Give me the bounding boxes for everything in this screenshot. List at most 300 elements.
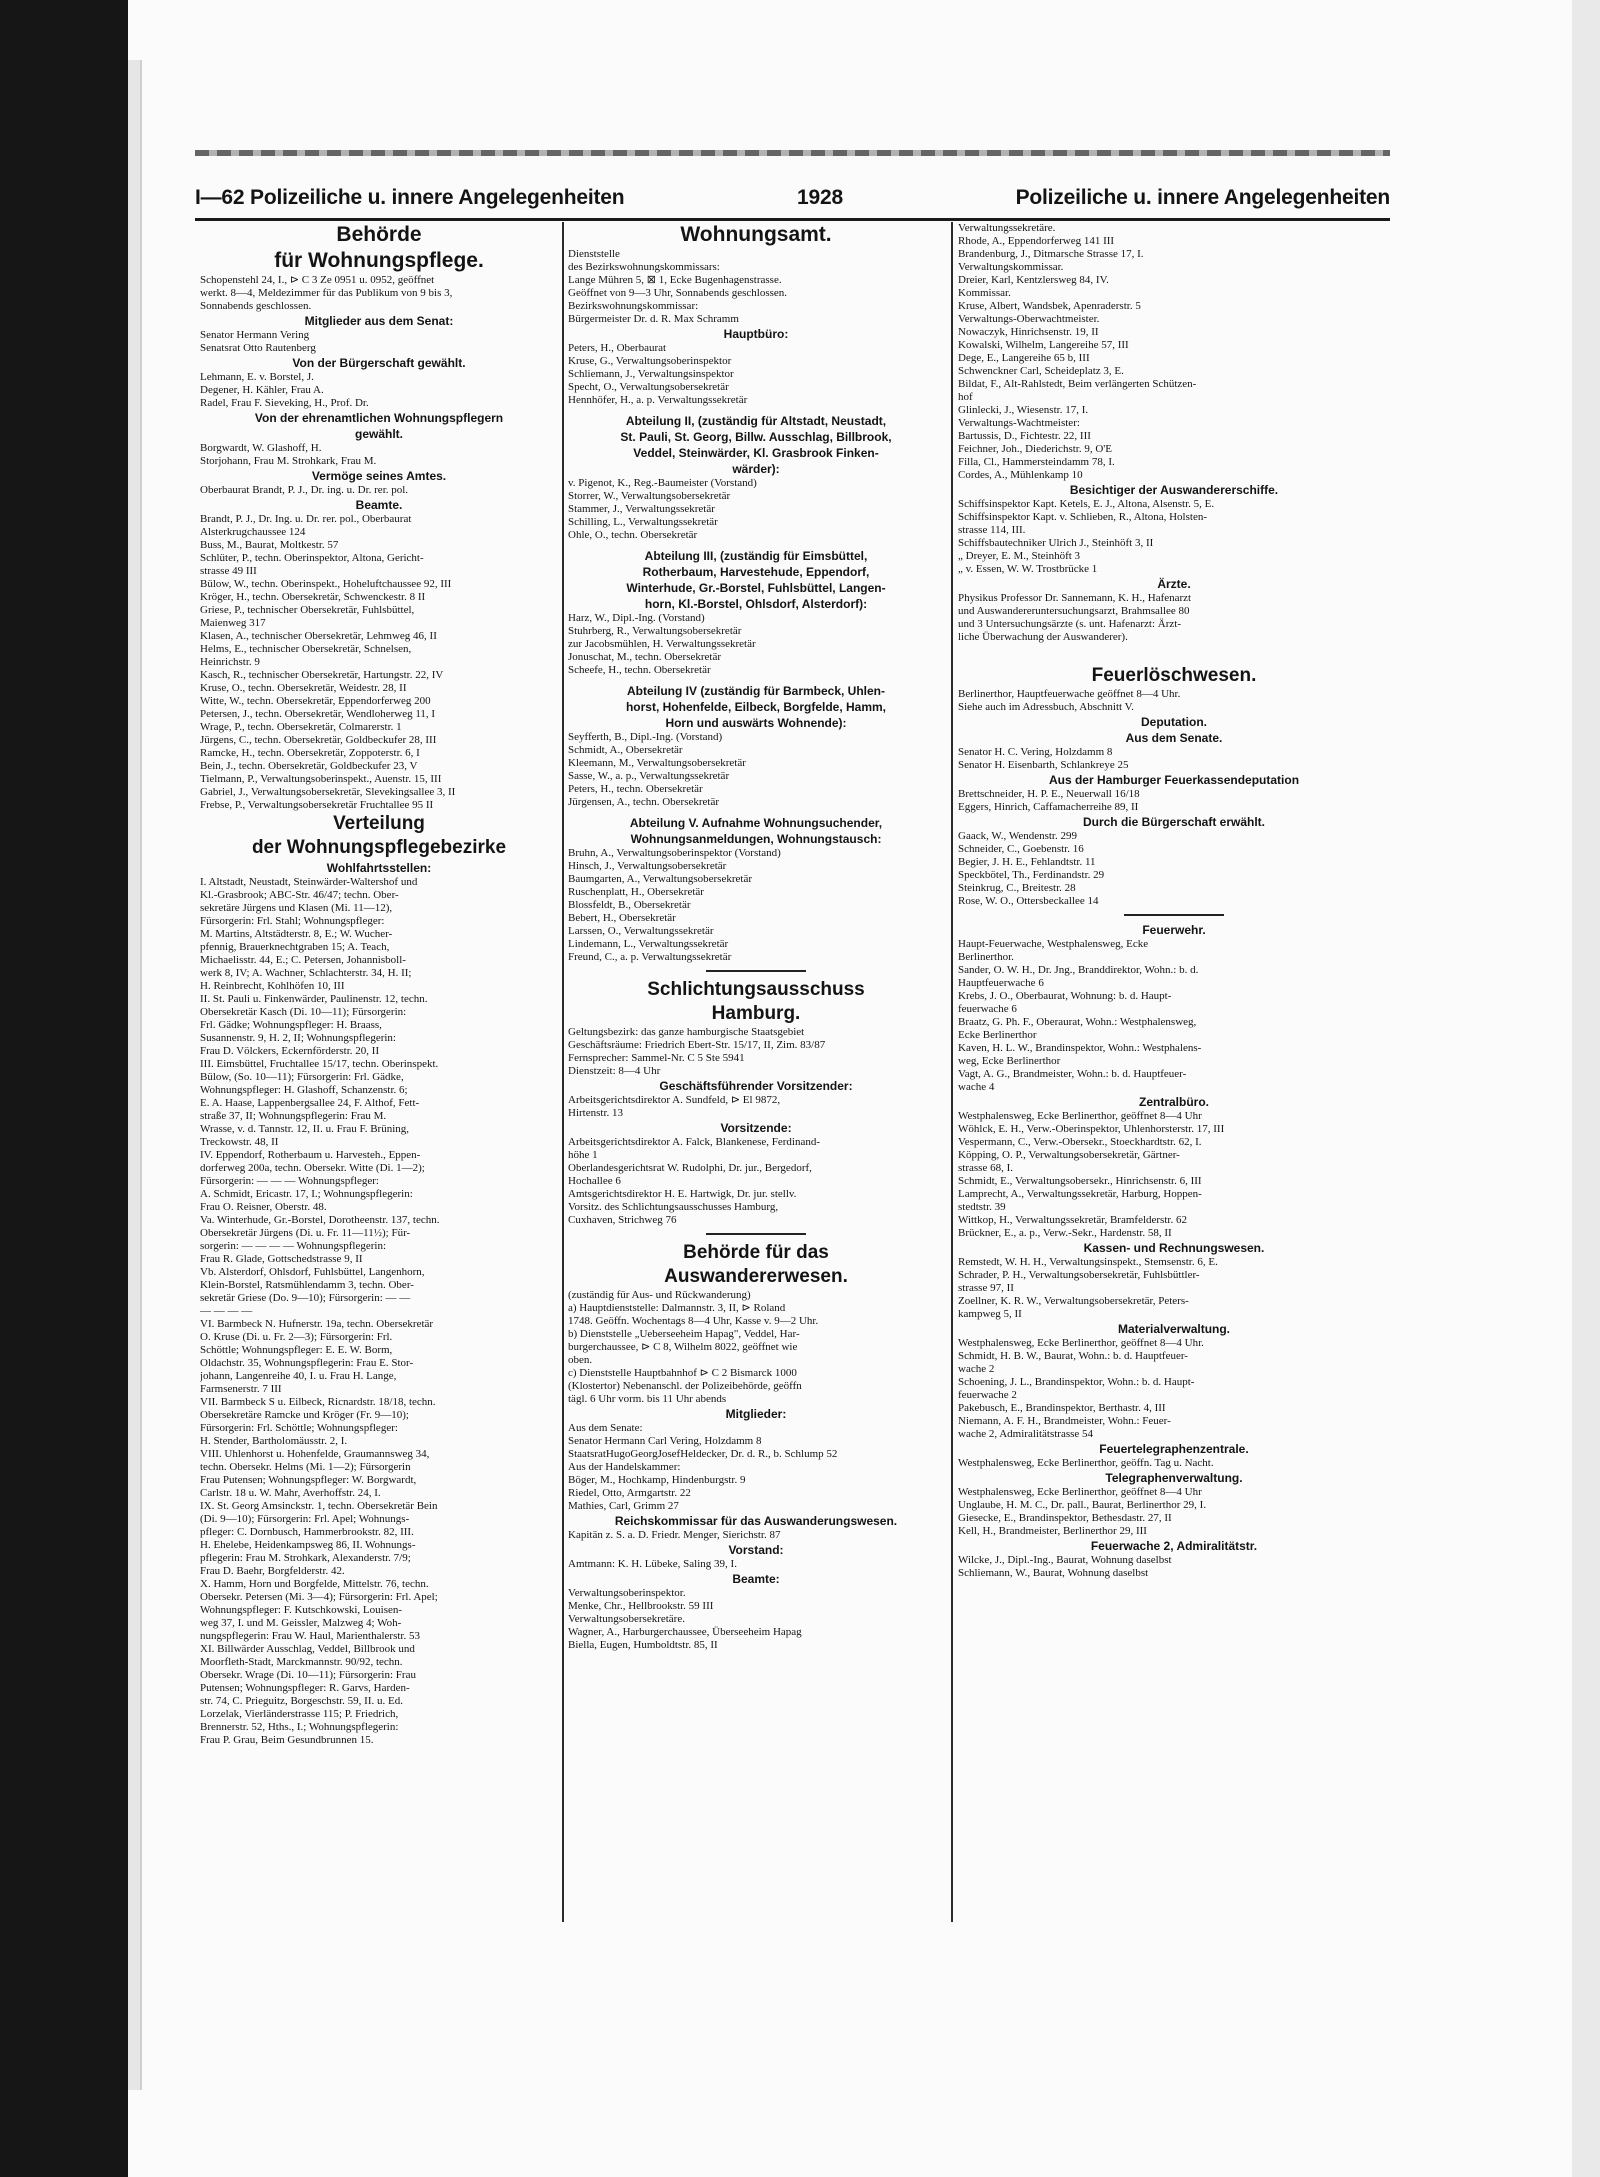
text-line: nungspflegerin: Frau W. Haul, Marienthalerstr. 53 (200, 1630, 420, 1642)
text-line: Ruschenplatt, H., Obersekretär (568, 886, 704, 898)
subheading: Rotherbaum, Harvestehude, Eppendorf, (642, 565, 870, 579)
text-line: Frl. Gädke; Wohnungspfleger: H. Braass, (200, 1019, 382, 1031)
text-line: Degener, H. Kähler, Frau A. (200, 384, 324, 396)
text-line: Senator Hermann Carl Vering, Holzdamm 8 (568, 1435, 762, 1447)
text-line: Dreier, Karl, Kentzlersweg 84, IV. (958, 274, 1109, 286)
text-line: Wilcke, J., Dipl.-Ing., Baurat, Wohnung daselbst (958, 1554, 1172, 1566)
text-line: Schmidt, H. B. W., Baurat, Wohn.: b. d. Hauptfeuer- (958, 1350, 1188, 1362)
top-scan-band (195, 150, 1390, 156)
text-line: Peters, H., Oberbaurat (568, 342, 667, 354)
subheading: Kassen- und Rechnungswesen. (1083, 1241, 1265, 1255)
text-line: Braatz, G. Ph. F., Oberaurat, Wohn.: Westphalensweg, (958, 1016, 1197, 1028)
text-line: wache 2, Admiralitätstrasse 54 (958, 1428, 1094, 1440)
text-line: III. Eimsbüttel, Fruchtallee 15/17, techn. Oberinspekt. (200, 1058, 439, 1070)
text-line: VI. Barmbeck N. Hufnerstr. 19a, techn. Obersekretär (200, 1318, 434, 1330)
subheading: Ärzte. (1157, 577, 1191, 591)
text-line: Senatsrat Otto Rautenberg (200, 342, 316, 354)
text-line: Radel, Frau F. Sieveking, H., Prof. Dr. (200, 397, 369, 409)
subheading: Abteilung III, (zuständig für Eimsbüttel, (644, 549, 868, 563)
subheading: Reichskommissar für das Auswanderungswesen. (614, 1514, 898, 1528)
subheading: Deputation. (1141, 715, 1207, 729)
text-line: Peters, H., techn. Obersekretär (568, 783, 703, 795)
text-line: werk 8, IV; A. Wachner, Schlachterstr. 34, H. II; (200, 967, 412, 979)
text-line: Hennhöfer, H., a. p. Verwaltungssekretär (568, 394, 748, 406)
subheading: Wohlfahrtsstellen: (326, 861, 432, 875)
text-line: Kleemann, M., Verwaltungsobersekretär (568, 757, 746, 769)
text-line: Kasch, R., technischer Obersekretär, Hartungstr. 22, IV (200, 669, 444, 681)
text-line: Klasen, A., technischer Obersekretär, Lehmweg 46, II (200, 630, 437, 642)
text-line: Treckowstr. 48, II (200, 1136, 279, 1148)
text-line: Brandt, P. J., Dr. Ing. u. Dr. rer. pol., Oberbaurat (200, 513, 412, 525)
text-line: Schiffsbautechniker Ulrich J., Steinhöft 3, II (958, 537, 1154, 549)
text-line: Bürgermeister Dr. d. R. Max Schramm (568, 313, 739, 325)
subheading: Veddel, Steinwärder, Kl. Grasbrook Finken- (633, 446, 879, 460)
text-line: Vb. Alsterdorf, Ohlsdorf, Fuhlsbüttel, Langenhorn, (200, 1266, 425, 1278)
text-line: Verwaltungssekretäre. (958, 222, 1056, 234)
text-line: A. Schmidt, Ericastr. 17, I.; Wohnungspflegerin: (200, 1188, 413, 1200)
text-line: strasse 68, I. (958, 1162, 1013, 1174)
text-line: Va. Winterhude, Gr.-Borstel, Dorotheenstr. 137, techn. (200, 1214, 440, 1226)
subheading: Geschäftsführender Vorsitzender: (659, 1079, 853, 1093)
text-line: Lehmann, E. v. Borstel, J. (200, 371, 314, 383)
text-line: Putensen; Wohnungspfleger: R. Garvs, Harden- (200, 1682, 410, 1694)
text-line: Borgwardt, W. Glashoff, H. (200, 442, 322, 454)
text-line: und Auswandereruntersuchungsarzt, Brahmsallee 80 (958, 605, 1190, 617)
subheading: Telegraphenverwaltung. (1105, 1471, 1243, 1485)
column-2 (568, 222, 944, 1942)
subheading: Feuertelegraphenzentrale. (1099, 1442, 1249, 1456)
text-line: Westphalensweg, Ecke Berlinerthor, geöffnet 8—4 Uhr (958, 1110, 1202, 1122)
text-line: Hirtenstr. 13 (568, 1107, 623, 1119)
text-line: „ v. Essen, W. W. Trostbrücke 1 (958, 563, 1098, 575)
subheading: horn, Kl.-Borstel, Ohlsdorf, Alsterdorf): (644, 597, 868, 611)
text-line: Buss, M., Baurat, Moltkestr. 57 (200, 539, 339, 551)
text-line: Kaven, H. L. W., Brandinspektor, Wohn.: Westphalens- (958, 1042, 1202, 1054)
text-line: Witte, W., techn. Obersekretär, Eppendorferweg 200 (200, 695, 431, 707)
text-line: Stammer, J., Verwaltungssekretär (568, 503, 715, 515)
text-line: Kruse, G., Verwaltungsoberinspektor (568, 355, 732, 367)
text-line: pfennig, Brauerknechtgraben 15; A. Teach, (200, 941, 390, 953)
text-line: Gaack, W., Wendenstr. 299 (958, 830, 1077, 842)
text-line: Köpping, O. P., Verwaltungsobersekretär, Gärtner- (958, 1149, 1180, 1161)
text-line: Geltungsbezirk: das ganze hamburgische Staatsgebiet (568, 1026, 805, 1038)
text-line: Fürsorgerin: Frl. Stahl; Wohnungspfleger: (200, 915, 385, 927)
text-line: „ Dreyer, E. M., Steinhöft 3 (958, 550, 1081, 562)
text-line: strasse 97, II (958, 1282, 1014, 1294)
text-line: Amtmann: K. H. Lübeke, Saling 39, I. (568, 1558, 737, 1570)
text-line: Kowalski, Wilhelm, Langereihe 57, III (958, 339, 1129, 351)
text-line: zur Jacobsmühlen, H. Verwaltungssekretär (568, 638, 756, 650)
text-line: Scheefe, H., techn. Obersekretär (568, 664, 711, 676)
text-line: Geöffnet von 9—3 Uhr, Sonnabends geschlossen. (568, 287, 788, 299)
text-line: Verwaltungs-Wachtmeister: (958, 417, 1080, 429)
text-line: M. Martins, Altstädterstr. 8, E.; W. Wucher- (200, 928, 393, 940)
text-line: Tielmann, P., Verwaltungsoberinspekt., Auenstr. 15, III (200, 773, 442, 785)
text-line: feuerwache 6 (958, 1003, 1017, 1015)
text-line: Dege, E., Langereihe 65 b, III (958, 352, 1090, 364)
header-rule (195, 218, 1390, 221)
text-line: IV. Eppendorf, Rotherbaum u. Harvesteh., Eppen- (200, 1149, 421, 1161)
section-title: Auswandererwesen. (664, 1266, 848, 1287)
text-line: Sasse, W., a. p., Verwaltungssekretär (568, 770, 730, 782)
running-header (195, 180, 1390, 216)
text-line: Senator H. C. Vering, Holzdamm 8 (958, 746, 1113, 758)
text-line: weg 37, I. und M. Geissler, Malzweg 4; Woh- (200, 1617, 402, 1629)
column-divider-1 (562, 222, 564, 1922)
text-line: Bein, J., techn. Obersekretär, Goldbeckufer 23, V (200, 760, 418, 772)
text-line: Brückner, E., a. p., Verw.-Sekr., Hardenstr. 58, II (958, 1227, 1172, 1239)
text-line: Senator H. Eisenbarth, Schlankreye 25 (958, 759, 1129, 771)
text-line: str. 74, C. Prieguitz, Borgeschstr. 59, II. u. Ed. (200, 1695, 403, 1707)
text-line: Wöhlck, E. H., Verw.-Oberinspektor, Uhlenhorsterstr. 17, III (958, 1123, 1225, 1135)
text-line: Ramcke, H., techn. Obersekretär, Zoppoterstr. 6, I (200, 747, 420, 759)
text-line: Giesecke, E., Brandinspektor, Bethesdastr. 27, II (958, 1512, 1172, 1524)
text-line: Lamprecht, A., Verwaltungssekretär, Harburg, Hoppen- (958, 1188, 1202, 1200)
text-line: Schrader, P. H., Verwaltungsobersekretär, Fuhlsbüttler- (958, 1269, 1200, 1281)
text-line: Freund, C., a. p. Verwaltungssekretär (568, 951, 732, 963)
text-line: wache 2 (958, 1363, 995, 1375)
subheading: St. Pauli, St. Georg, Billw. Ausschlag, Billbrook, (620, 430, 892, 444)
header-right: Polizeiliche u. innere Angelegenheiten (1015, 186, 1390, 209)
text-line: Schlüter, P., techn. Oberinspektor, Altona, Gericht- (200, 552, 424, 564)
text-line: Feichner, Joh., Diederichstr. 9, O'E (958, 443, 1112, 455)
text-line: Storrer, W., Verwaltungsobersekretär (568, 490, 731, 502)
text-line: Sander, O. W. H., Dr. Jng., Branddirektor, Wohn.: b. d. (958, 964, 1199, 976)
text-line: Helms, E., technischer Obersekretär, Schnelsen, (200, 643, 412, 655)
text-line: Lange Mühren 5, ⊠ 1, Ecke Bugenhagenstrasse. (568, 274, 782, 286)
text-line: VIII. Uhlenhorst u. Hohenfelde, Graumannsweg 34, (200, 1448, 430, 1460)
text-line: Brettschneider, H. P. E., Neuerwall 16/18 (958, 788, 1140, 800)
text-line: Böger, M., Hochkamp, Hindenburgstr. 9 (568, 1474, 746, 1486)
text-line: wache 4 (958, 1081, 995, 1093)
column-1 (200, 222, 558, 1942)
text-line: stedtstr. 39 (958, 1201, 1006, 1213)
text-line: strasse 114, III. (958, 524, 1026, 536)
section-title: Feuerlöschwesen. (1091, 665, 1257, 686)
text-line: Oberlandesgerichtsrat W. Rudolphi, Dr. jur., Bergedorf, (568, 1162, 812, 1174)
text-line: Bülow, W., techn. Oberinspekt., Hoheluftchaussee 92, III (200, 578, 452, 590)
text-line: Bebert, H., Obersekretär (568, 912, 676, 924)
text-line: 1748. Geöffn. Wochentags 8—4 Uhr, Kasse v. 9—2 Uhr. (568, 1315, 819, 1327)
subheading: Besichtiger der Auswandererschiffe. (1069, 483, 1279, 497)
subheading: Horn und auswärts Wohnende): (665, 716, 847, 730)
text-line: Vespermann, C., Verw.-Obersekr., Stoeckhardtstr. 62, I. (958, 1136, 1202, 1148)
text-line: Hochallee 6 (568, 1175, 621, 1187)
column-divider-2 (951, 222, 953, 1922)
text-line: Schopenstehl 24, I., ⊳ C 3 Ze 0951 u. 0952, geöffnet (200, 274, 435, 286)
text-line: und 3 Untersuchungsärzte (s. unt. Hafenarzt: Ärzt- (958, 618, 1181, 630)
header-year: 1928 (797, 186, 843, 209)
subheading: Aus der Hamburger Feuerkassendeputation (1048, 773, 1300, 787)
text-line: Schliemann, J., Verwaltungsinspektor (568, 368, 734, 380)
text-line: Obersekr. Petersen (Mi. 3—4); Fürsorgerin: Frl. Apel; (200, 1591, 438, 1603)
text-line: Fürsorgerin: Frl. Schöttle; Wohnungspfleger: (200, 1422, 398, 1434)
text-line: Gabriel, J., Verwaltungsobersekretär, Slevekingsallee 3, II (200, 786, 456, 798)
subheading: Abteilung II, (zuständig für Altstadt, Neustadt, (625, 414, 887, 428)
text-line: höhe 1 (568, 1149, 598, 1161)
text-line: Obersekr. Wrage (Di. 10—11); Fürsorgerin: Frau (200, 1669, 416, 1681)
text-line: Westphalensweg, Ecke Berlinerthor, geöffnet 8—4 Uhr (958, 1486, 1202, 1498)
section-title: Behörde (336, 223, 422, 246)
text-line: Bartussis, D., Fichtestr. 22, III (958, 430, 1091, 442)
text-line: pfleger: C. Dornbusch, Hammerbrookstr. 82, III. (200, 1526, 414, 1538)
text-line: Schilling, L., Verwaltungssekretär (568, 516, 718, 528)
text-line: b) Dienststelle „Ueberseeheim Hapag", Veddel, Har- (568, 1328, 800, 1340)
subheading: Feuerwache 2, Admiralitätstr. (1090, 1539, 1258, 1553)
text-line: Klein-Borstel, Ratsmühlendamm 3, techn. Ober- (200, 1279, 414, 1291)
text-line: Kl.-Grasbrook; ABC-Str. 46/47; techn. Ober- (200, 889, 399, 901)
text-line: Haupt-Feuerwache, Westphalensweg, Ecke (958, 938, 1149, 950)
text-line: Wagner, A., Harburgerchaussee, Überseeheim Hapag (568, 1626, 802, 1638)
text-line: Schmidt, E., Verwaltungsobersekr., Hinrichsenstr. 6, III (958, 1175, 1202, 1187)
section-rule (1124, 914, 1224, 916)
text-line: Remstedt, W. H. H., Verwaltungsinspekt., Stemsenstr. 6, E. (958, 1256, 1218, 1268)
text-line: Seyfferth, B., Dipl.-Ing. (Vorstand) (568, 731, 723, 743)
section-rule (706, 1233, 806, 1235)
text-line: O. Kruse (Di. u. Fr. 2—3); Fürsorgerin: Frl. (200, 1331, 393, 1343)
text-line: Vagt, A. G., Brandmeister, Wohn.: b. d. Hauptfeuer- (958, 1068, 1187, 1080)
text-line: Frau R. Glade, Gottschedstrasse 9, II (200, 1253, 363, 1265)
text-line: IX. St. Georg Amsinckstr. 1, techn. Obersekretär Bein (200, 1500, 438, 1512)
subheading: Mitglieder: (725, 1407, 787, 1421)
section-title: für Wohnungspflege. (274, 249, 484, 272)
text-line: Frau Putensen; Wohnungspfleger: W. Borgwardt, (200, 1474, 417, 1486)
text-line: Cuxhaven, Strichweg 76 (568, 1214, 677, 1226)
text-line: Maienweg 317 (200, 617, 266, 629)
text-line: Moorfleth-Stadt, Marckmannstr. 90/92, techn. (200, 1656, 403, 1668)
text-line: Lindemann, L., Verwaltungssekretär (568, 938, 729, 950)
text-line: c) Dienststelle Hauptbahnhof ⊳ C 2 Bismarck 1000 (568, 1367, 797, 1379)
subheading: Durch die Bürgerschaft erwählt. (1082, 815, 1266, 829)
text-line: Larssen, O., Verwaltungssekretär (568, 925, 714, 937)
text-line: Filla, Cl., Hammersteindamm 78, I. (958, 456, 1115, 468)
text-line: Carlstr. 18 u. W. Mahr, Averhoffstr. 24, I. (200, 1487, 381, 1499)
text-line: Bülow, (So. 10—11); Fürsorgerin: Frl. Gädke, (200, 1071, 404, 1083)
text-line: Niemann, A. F. H., Brandmeister, Wohn.: Feuer- (958, 1415, 1171, 1427)
text-line: Berlinerthor. (958, 951, 1014, 963)
text-line: Aus der Handelskammer: (568, 1461, 681, 1473)
text-line: Harz, W., Dipl.-Ing. (Vorstand) (568, 612, 705, 624)
text-line: kampweg 5, II (958, 1308, 1022, 1320)
text-line: Westphalensweg, Ecke Berlinerthor, geöffn. Tag u. Nacht. (958, 1457, 1214, 1469)
text-line: v. Pigenot, K., Reg.-Baumeister (Vorstand) (568, 477, 757, 489)
text-line: Fürsorgerin: — — — Wohnungspfleger: (200, 1175, 379, 1187)
text-line: Arbeitsgerichtsdirektor A. Sundfeld, ⊳ El 9872, (568, 1094, 781, 1106)
text-line: Kröger, H., techn. Obersekretär, Schwenckestr. 8 II (200, 591, 426, 603)
text-line: Kruse, O., techn. Obersekretär, Weidestr. 28, II (200, 682, 407, 694)
subheading: Beamte. (355, 498, 403, 512)
text-line: VII. Barmbeck S u. Eilbeck, Ricnardstr. 18/18, techn. (200, 1396, 436, 1408)
text-line: Obersekretäre Ramcke und Kröger (Fr. 9—10); (200, 1409, 409, 1421)
text-line: Ohle, O., techn. Obersekretär (568, 529, 698, 541)
text-line: Oldachstr. 35, Wohnungspflegerin: Frau E. Stor- (200, 1357, 414, 1369)
text-line: Frau D. Baehr, Borgfelderstr. 42. (200, 1565, 345, 1577)
section-title: Behörde für das (683, 1242, 829, 1263)
text-line: Stuhrberg, R., Verwaltungsobersekretär (568, 625, 742, 637)
text-line: Arbeitsgerichtsdirektor A. Falck, Blankenese, Ferdinand- (568, 1136, 821, 1148)
text-line: Blossfeldt, B., Obersekretär (568, 899, 691, 911)
text-line: II. St. Pauli u. Finkenwärder, Paulinenstr. 12, techn. (200, 993, 428, 1005)
text-line: Eggers, Hinrich, Caffamacherreihe 89, II (958, 801, 1139, 813)
text-line: Verwaltungskommissar. (958, 261, 1064, 273)
section-title: Wohnungsamt. (680, 223, 832, 246)
text-line: Steinkrug, C., Breitestr. 28 (958, 882, 1076, 894)
text-line: Westphalensweg, Ecke Berlinerthor, geöffnet 8—4 Uhr. (958, 1337, 1204, 1349)
subheading: Zentralbüro. (1138, 1095, 1209, 1109)
text-line: Speckbötel, Th., Ferdinandstr. 29 (958, 869, 1105, 881)
text-line: strasse 49 III (200, 565, 257, 577)
subheading: Von der ehrenamtlichen Wohnungspflegern (254, 411, 504, 425)
text-line: H. Ehelebe, Heidenkampsweg 86, II. Wohnungs- (200, 1539, 416, 1551)
text-line: Jürgens, C., techn. Obersekretär, Goldbeckufer 28, III (200, 734, 437, 746)
subheading: horst, Hohenfelde, Eilbeck, Borgfelde, Hamm, (625, 700, 887, 714)
text-line: Schiffsinspektor Kapt. v. Schlieben, R., Altona, Holsten- (958, 511, 1207, 523)
text-line: XI. Billwärder Ausschlag, Veddel, Billbrook und (200, 1643, 415, 1655)
text-line: a) Hauptdienststelle: Dalmannstr. 3, II, ⊳ Roland (568, 1302, 786, 1314)
text-line: Fernsprecher: Sammel-Nr. C 5 Ste 5941 (568, 1052, 745, 1064)
subheading: Vorsitzende: (720, 1121, 792, 1135)
text-line: (zuständig für Aus- und Rückwanderung) (568, 1289, 751, 1301)
subheading: Beamte: (732, 1572, 780, 1586)
text-line: Susannenstr. 9, H. 2, II; Wohnungspflegerin: (200, 1032, 396, 1044)
text-line: Biella, Eugen, Humboldtstr. 85, II (568, 1639, 718, 1651)
text-line: johann, Langenreihe 40, I. u. Frau H. Lange, (200, 1370, 397, 1382)
text-line: Kruse, Albert, Wandsbek, Apenraderstr. 5 (958, 300, 1141, 312)
text-line: Kapitän z. S. a. D. Friedr. Menger, Sierichstr. 87 (568, 1529, 781, 1541)
text-line: Storjohann, Frau M. Strohkark, Frau M. (200, 455, 377, 467)
text-line: Nowaczyk, Hinrichsenstr. 19, II (958, 326, 1099, 338)
text-line: (Di. 9—10); Fürsorgerin: Frl. Apel; Wohnungs- (200, 1513, 410, 1525)
text-line: Amtsgerichtsdirektor H. E. Hartwigk, Dr. jur. stellv. (568, 1188, 797, 1200)
text-line: Farmsenerstr. 7 III (200, 1383, 282, 1395)
scanner-page-edge (128, 60, 142, 2090)
subheading: Von der Bürgerschaft gewählt. (292, 356, 466, 370)
text-line: dorferweg 200a, techn. Obersekr. Witte (Di. 1—2); (200, 1162, 425, 1174)
text-line: Rhode, A., Eppendorferweg 141 III (958, 235, 1115, 247)
text-line: Brandenburg, J., Ditmarsche Strasse 17, I. (958, 248, 1144, 260)
text-line: Verwaltungsoberinspektor. (568, 1587, 686, 1599)
text-line: burgerchaussee, ⊳ C 8, Wilhelm 8022, geöffnet wie (568, 1341, 798, 1353)
text-line: Unglaube, H. M. C., Dr. pall., Baurat, Berlinerthor 29, I. (958, 1499, 1207, 1511)
text-line: Cordes, A., Mühlenkamp 10 (958, 469, 1083, 481)
text-line: des Bezirkswohnungskommissars: (568, 261, 720, 273)
text-line: straße 37, II; Wohnungspflegerin: Frau M. (200, 1110, 387, 1122)
text-line: — — — — (200, 1305, 253, 1317)
subheading: Abteilung V. Aufnahme Wohnungsuchender, (629, 816, 883, 830)
text-line: sekretäre Jürgens und Klasen (Mi. 11—12), (200, 902, 393, 914)
text-line: Kell, H., Brandmeister, Berlinerthor 29, III (958, 1525, 1147, 1537)
text-line: Siehe auch im Adressbuch, Abschnitt V. (958, 701, 1134, 713)
text-line: Vorsitz. des Schlichtungsausschusses Hamburg, (568, 1201, 779, 1213)
text-line: Brennerstr. 52, Hths., I.; Wohnungspflegerin: (200, 1721, 399, 1733)
text-line: Krebs, J. O., Oberbaurat, Wohnung: b. d. Haupt- (958, 990, 1172, 1002)
text-line: Rose, W. O., Ottersbeckallee 14 (958, 895, 1099, 907)
text-line: Hinsch, J., Verwaltungsobersekretär (568, 860, 727, 872)
subheading: Hauptbüro: (723, 327, 789, 341)
text-line: Petersen, J., techn. Obersekretär, Wendloherweg 11, I (200, 708, 436, 720)
text-line: I. Altstadt, Neustadt, Steinwärder-Waltershof und (200, 876, 418, 888)
text-line: Dienststelle (568, 248, 620, 260)
text-line: sekretär Griese (Do. 9—10); Fürsorgerin: — — (200, 1292, 411, 1304)
text-line: Frau D. Völckers, Eckernförderstr. 20, II (200, 1045, 380, 1057)
section-title: der Wohnungspflegebezirke (251, 837, 507, 858)
text-line: Verwaltungsobersekretäre. (568, 1613, 685, 1625)
text-line: Obersekretär Jürgens (Di. u. Fr. 11—11½); Für- (200, 1227, 411, 1239)
text-line: Verwaltungs-Oberwachtmeister. (958, 313, 1100, 325)
text-line: Griese, P., technischer Obersekretär, Fuhlsbüttel, (200, 604, 415, 616)
text-line: Lorzelak, Vierländerstrasse 115; P. Friedrich, (200, 1708, 399, 1720)
text-line: Physikus Professor Dr. Sannemann, K. H., Hafenarzt (958, 592, 1192, 604)
subheading: Materialverwaltung. (1117, 1322, 1231, 1336)
text-line: Wrasse, v. d. Tannstr. 12, II. u. Frau F. Brüning, (200, 1123, 410, 1135)
subheading: Winterhude, Gr.-Borstel, Fuhlsbüttel, Langen- (626, 581, 886, 595)
text-line: Aus dem Senate: (568, 1422, 643, 1434)
text-line: Heinrichstr. 9 (200, 656, 260, 668)
text-line: Riedel, Otto, Armgartstr. 22 (568, 1487, 691, 1499)
text-line: weg, Ecke Berlinerthor (958, 1055, 1061, 1067)
text-line: oben. (568, 1354, 593, 1366)
text-line: Jonuschat, M., techn. Obersekretär (568, 651, 722, 663)
text-line: Schneider, C., Goebenstr. 16 (958, 843, 1084, 855)
header-left: I—62 Polizeiliche u. innere Angelegenheiten (195, 186, 625, 209)
text-line: Schwenckner Carl, Scheideplatz 3, E. (958, 365, 1124, 377)
text-line: StaatsratHugoGeorgJosefHeldecker, Dr. d. R., b. Schlump 52 (568, 1448, 838, 1460)
text-line: Wohnungspfleger: H. Glashoff, Schanzenstr. 6; (200, 1084, 408, 1096)
text-line: liche Überwachung der Auswanderer). (958, 631, 1128, 643)
section-title: Schlichtungsausschuss (647, 979, 865, 1000)
scanner-dark-margin (0, 0, 128, 2177)
text-line: Zoellner, K. R. W., Verwaltungsobersekretär, Peters- (958, 1295, 1189, 1307)
scanner-right-margin (1572, 0, 1600, 2177)
text-line: Hauptfeuerwache 6 (958, 977, 1044, 989)
subheading: Aus dem Senate. (1125, 731, 1223, 745)
text-line: Obersekretär Kasch (Di. 10—11); Fürsorgerin: (200, 1006, 407, 1018)
subheading: Feuerwehr. (1142, 923, 1206, 937)
text-line: Schliemann, W., Baurat, Wohnung daselbst (958, 1567, 1149, 1579)
text-line: Michaelisstr. 44, E.; C. Petersen, Johannisboll- (200, 954, 406, 966)
section-title: Hamburg. (711, 1003, 801, 1024)
text-line: Dienstzeit: 8—4 Uhr (568, 1065, 661, 1077)
text-line: (Klostertor) Nebenanschl. der Polizeibehörde, geöffn (568, 1380, 802, 1392)
section-rule (706, 970, 806, 972)
text-line: Frau P. Grau, Beim Gesundbrunnen 15. (200, 1734, 374, 1746)
text-line: Berlinerthor, Hauptfeuerwache geöffnet 8—4 Uhr. (958, 688, 1181, 700)
text-line: Schiffsinspektor Kapt. Ketels, E. J., Altona, Alsenstr. 5, E. (958, 498, 1215, 510)
text-line: werkt. 8—4, Meldezimmer für das Publikum von 9 bis 3, (200, 287, 453, 299)
subheading: wärder): (732, 462, 780, 476)
text-line: Bruhn, A., Verwaltungsoberinspektor (Vorstand) (568, 847, 781, 859)
text-line: H. Reinbrecht, Kohlhöfen 10, III (200, 980, 345, 992)
text-line: Jürgensen, A., techn. Obersekretär (568, 796, 719, 808)
subheading: Abteilung IV (zuständig für Barmbeck, Uhlen- (626, 684, 886, 698)
text-line: Bezirkswohnungskommissar: (568, 300, 699, 312)
text-line: Wittkop, H., Verwaltungssekretär, Bramfelderstr. 62 (958, 1214, 1187, 1226)
text-line: Menke, Chr., Hellbrookstr. 59 III (568, 1600, 714, 1612)
text-line: Wrage, P., techn. Obersekretär, Colmarerstr. 1 (200, 721, 402, 733)
text-line: Mathies, Carl, Grimm 27 (568, 1500, 679, 1512)
text-line: Senator Hermann Vering (200, 329, 310, 341)
text-line: Geschäftsräume: Friedrich Ebert-Str. 15/17, II, Zim. 83/87 (568, 1039, 826, 1051)
text-line: Schmidt, A., Obersekretär (568, 744, 683, 756)
text-line: hof (958, 391, 973, 403)
column-3 (958, 222, 1390, 1942)
text-line: techn. Obersekr. Helms (Mi. 1—2); Fürsorgerin (200, 1461, 411, 1473)
subheading: Vermöge seines Amtes. (311, 469, 447, 483)
text-line: Sonnabends geschlossen. (200, 300, 312, 312)
text-line: Begier, J. H. E., Fehlandtstr. 11 (958, 856, 1096, 868)
text-line: Schöttle; Wohnungspfleger: E. E. W. Borm, (200, 1344, 393, 1356)
text-line: tägl. 6 Uhr vorm. bis 11 Uhr abends (568, 1393, 727, 1405)
